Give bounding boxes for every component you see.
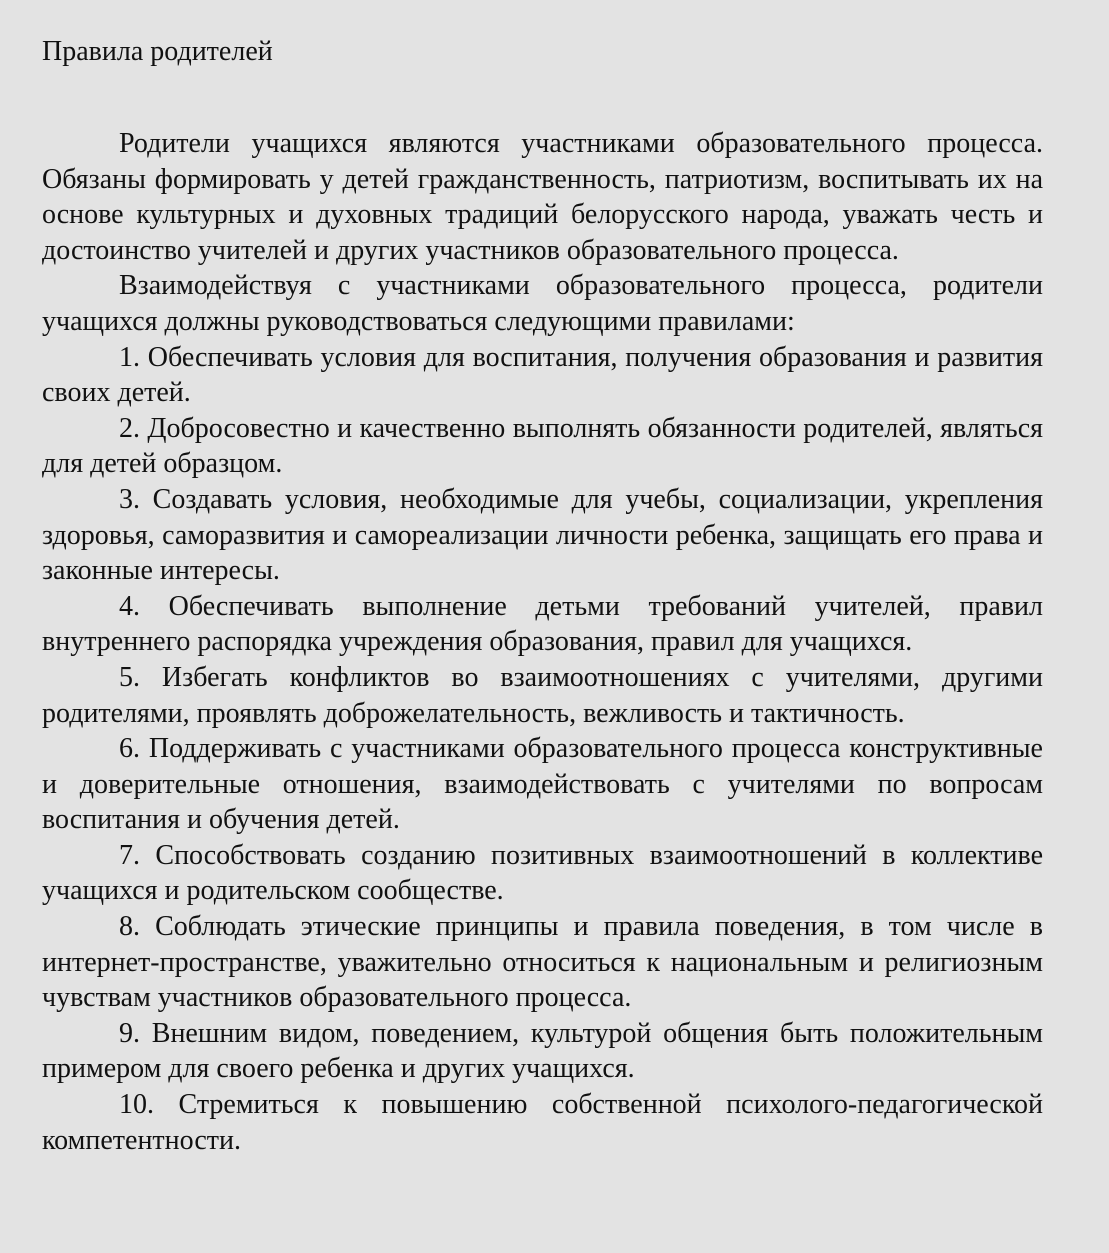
rule-item-7: 7. Способствовать созданию позитивных взаимоотношений в коллективе учащихся и родительском сообществе. (42, 839, 1043, 907)
page-title: Правила родителей (42, 36, 273, 67)
rule-item-2: 2. Добросовестно и качественно выполнять обязанности родителей, являться для детей образцом. (42, 412, 1043, 480)
rule-item-3: 3. Создавать условия, необходимые для учебы, социализации, укрепления здоровья, саморазвития и самореализации личности ребенка, защищать его права и законные интересы. (42, 483, 1043, 587)
rule-item-4: 4. Обеспечивать выполнение детьми требований учителей, правил внутреннего распорядка учреждения образования, правил для учащихся. (42, 590, 1043, 658)
rule-item-1: 1. Обеспечивать условия для воспитания, получения образования и развития своих детей. (42, 341, 1043, 409)
intro-paragraph: Родители учащихся являются участниками образовательного процесса. Обязаны формировать у детей гражданственность, патриотизм, воспитывать их на основе культурных и духовных традиций белорусского народа, уважать честь и достоинство учителей и других участников образовательного процесса. (42, 128, 1043, 266)
rule-item-9: 9. Внешним видом, поведением, культурой общения быть положительным примером для своего ребенка и других учащихся. (42, 1017, 1043, 1085)
rule-item-5: 5. Избегать конфликтов во взаимоотношениях с учителями, другими родителями, проявлять доброжелательность, вежливость и тактичность. (42, 661, 1043, 729)
rule-item-6: 6. Поддерживать с участниками образовательного процесса конструктивные и доверительные отношения, взаимодействовать с учителями по вопросам воспитания и обучения детей. (42, 733, 1043, 836)
rule-item-10: 10. Стремиться к повышению собственной психолого-педагогической компетентности. (42, 1089, 1043, 1156)
rule-item-8: 8. Соблюдать этические принципы и правила поведения, в том числе в интернет-пространстве, уважительно относиться к национальным и религиозным чувствам участников образовательного процесса. (42, 911, 1043, 1014)
rules-list (42, 340, 1043, 1159)
lead-paragraph: Взаимодействуя с участниками образовательного процесса, родители учащихся должны руководствоваться следующими правилами: (42, 270, 1043, 337)
